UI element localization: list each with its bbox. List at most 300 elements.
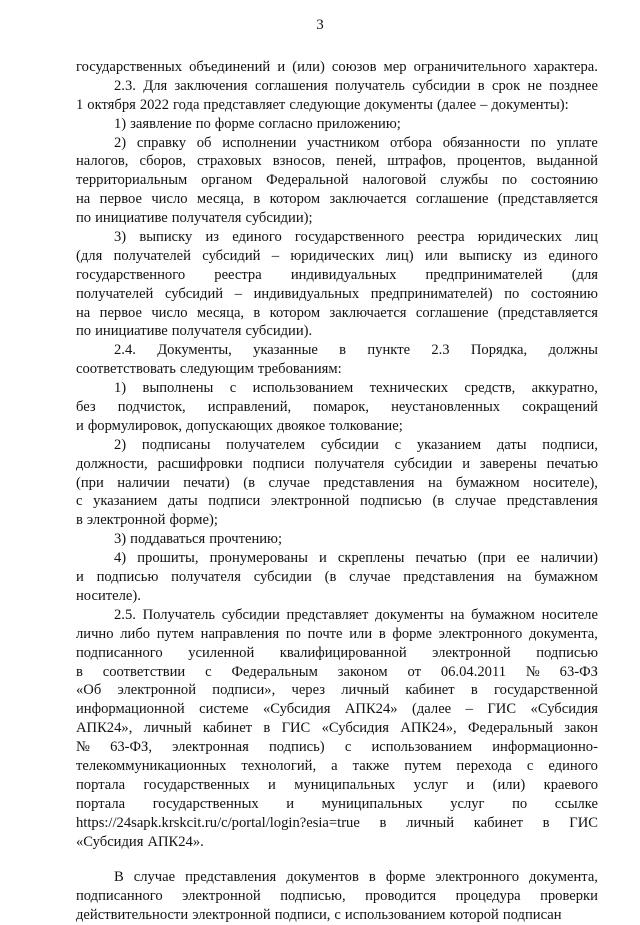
- word: должны: [548, 342, 598, 359]
- word: реестра: [214, 266, 262, 283]
- word: документы):: [491, 96, 569, 113]
- word: форме);: [169, 512, 218, 529]
- word: поддаваться: [130, 531, 206, 548]
- word: а: [331, 757, 338, 774]
- word: краевого: [543, 776, 598, 793]
- paragraph: [76, 379, 598, 436]
- word: кабинет: [473, 814, 523, 831]
- word: из: [523, 247, 538, 264]
- word: заключения: [174, 77, 248, 94]
- word: носителе: [541, 606, 598, 623]
- word: первое: [99, 304, 142, 321]
- word: форме: [214, 115, 255, 132]
- paragraph: [76, 77, 598, 115]
- word: государственного: [76, 266, 186, 283]
- word: состоянию: [530, 285, 598, 302]
- paragraph: [76, 606, 598, 852]
- text-line: [76, 868, 598, 887]
- word: и: [462, 455, 470, 472]
- word: подписью,: [280, 888, 346, 905]
- word: получателя: [171, 323, 242, 340]
- paragraph: [76, 115, 598, 134]
- word: и: [76, 417, 84, 434]
- word: характера.: [533, 59, 598, 75]
- text-line: [76, 209, 598, 228]
- word: (при: [477, 550, 506, 567]
- word: электронного: [438, 625, 523, 642]
- word: подписи: [252, 455, 305, 472]
- word: выданной: [536, 153, 598, 170]
- text-line: [76, 738, 598, 757]
- word: подписи,: [542, 436, 598, 453]
- word: по: [76, 323, 92, 340]
- word: аккуратно,: [531, 380, 598, 397]
- text-line: [76, 190, 598, 209]
- word: субсидии: [394, 455, 453, 472]
- word: и: [267, 776, 276, 793]
- word: «Субсидия: [321, 720, 390, 737]
- text-line: [76, 606, 598, 625]
- word: подписи,: [274, 907, 331, 924]
- word: представления: [403, 569, 495, 586]
- word: (в: [324, 569, 337, 586]
- word: муниципальных: [294, 776, 396, 793]
- word: подпись): [268, 739, 325, 756]
- word: единого: [548, 757, 598, 774]
- word: 63-ФЗ,: [110, 739, 153, 756]
- word: услуг: [413, 776, 448, 793]
- word: получателя: [314, 455, 385, 472]
- text-line: [76, 814, 598, 833]
- text-line: [76, 663, 598, 682]
- paragraph: [76, 868, 598, 925]
- word: неустановленных: [391, 399, 501, 416]
- paragraph: [76, 549, 598, 606]
- word: территориальным: [76, 172, 188, 189]
- word: отбора: [390, 134, 433, 151]
- text-line: [76, 644, 598, 663]
- word: получателей: [113, 247, 191, 264]
- word: подписанного: [76, 888, 163, 905]
- text-line: [76, 568, 598, 587]
- word: и: [277, 59, 286, 75]
- word: соответствии: [102, 663, 186, 680]
- word: печати): [183, 474, 230, 491]
- paragraph-gap: [76, 851, 598, 868]
- text-line: [76, 511, 598, 530]
- word: №: [525, 663, 540, 680]
- word: электронного: [435, 869, 520, 886]
- word: юридических: [290, 247, 375, 264]
- word: «Субсидия: [76, 833, 144, 850]
- word: кабинет: [202, 720, 253, 737]
- text-line: [76, 530, 598, 549]
- word: путем: [156, 625, 194, 642]
- text-line: [76, 228, 598, 247]
- word: В: [114, 869, 124, 886]
- word: (или): [292, 59, 325, 75]
- word: проводится: [365, 888, 437, 905]
- word: 3): [114, 229, 127, 246]
- word: Порядка,: [470, 342, 528, 359]
- word: –: [480, 96, 488, 113]
- text-line: [76, 341, 598, 360]
- word: в: [368, 869, 376, 886]
- word: ссылке: [554, 795, 598, 812]
- word: государственной: [493, 682, 598, 699]
- word: котором: [269, 304, 321, 321]
- word: указанием: [416, 436, 482, 453]
- word: АПК24»: [344, 701, 398, 718]
- word: субсидии: [320, 436, 379, 453]
- word: пронумерованы: [209, 550, 308, 567]
- word: 2.4.: [114, 342, 136, 359]
- word: месяца,: [196, 304, 245, 321]
- word: юридических: [477, 229, 562, 246]
- word: представления: [323, 474, 415, 491]
- word: соглашение: [415, 191, 489, 208]
- word: прочтению;: [209, 531, 283, 548]
- word: ограничительного: [413, 59, 527, 75]
- word: (в: [243, 474, 255, 491]
- text-line: [76, 833, 598, 852]
- word: должности,: [76, 455, 148, 472]
- word: и: [286, 795, 295, 812]
- word: субсидии: [412, 77, 471, 94]
- word: по: [285, 625, 301, 642]
- word: https://24sapk.krskcit.ru/c/portal/login?esia=true: [76, 814, 360, 831]
- word: лиц: [575, 229, 598, 246]
- word: АПК24».: [147, 833, 204, 850]
- word: 3): [114, 531, 127, 548]
- word: представляет: [286, 606, 369, 623]
- word: (в: [432, 493, 445, 510]
- word: 06.04.2011: [440, 663, 507, 680]
- text-line: [76, 96, 598, 115]
- word: представления: [185, 869, 277, 886]
- word: пеней,: [336, 153, 377, 170]
- word: службы: [440, 172, 489, 189]
- text-line: [76, 398, 598, 417]
- word: в: [542, 814, 550, 831]
- word: портала: [76, 795, 126, 812]
- word: в: [76, 512, 83, 529]
- word: с: [394, 436, 402, 453]
- word: Для: [143, 77, 168, 94]
- word: подписанного: [76, 644, 163, 661]
- word: личный: [341, 682, 390, 699]
- word: лично: [76, 625, 114, 642]
- word: подписью: [96, 569, 159, 586]
- word: печатью: [415, 550, 467, 567]
- word: электронной: [270, 493, 350, 510]
- word: ГИС: [281, 720, 311, 737]
- text-line: [76, 681, 598, 700]
- word: не: [527, 77, 542, 94]
- word: Получатель: [142, 606, 216, 623]
- word: субсидии: [253, 569, 312, 586]
- word: Документы,: [157, 342, 232, 359]
- word: первое: [99, 191, 142, 208]
- word: приложению;: [316, 115, 401, 132]
- word: с: [526, 757, 534, 774]
- word: заявление: [130, 115, 192, 132]
- word: путем: [404, 757, 442, 774]
- word: печатью: [546, 455, 598, 472]
- word: (далее: [436, 96, 477, 113]
- word: единого: [232, 229, 282, 246]
- word: уплате: [556, 134, 598, 151]
- word: случае: [133, 869, 176, 886]
- word: 4): [114, 550, 127, 567]
- word: субсидий: [202, 247, 261, 264]
- text-line: [76, 247, 598, 266]
- word: (при: [76, 474, 104, 491]
- word: форме: [385, 869, 426, 886]
- word: телекоммуникационных: [76, 757, 227, 774]
- word: ее: [516, 550, 530, 567]
- word: подписан: [502, 907, 562, 924]
- text-line: [76, 58, 598, 77]
- word: подчисток,: [117, 399, 186, 416]
- word: согласно: [258, 115, 313, 132]
- word: число: [151, 304, 188, 321]
- word: обязанности: [442, 134, 521, 151]
- word: документы: [375, 606, 444, 623]
- text-line: [76, 757, 598, 776]
- word: по: [195, 115, 211, 132]
- word: почте: [307, 625, 343, 642]
- word: перехода: [456, 757, 512, 774]
- word: субсидий: [164, 285, 224, 302]
- word: с: [205, 663, 212, 680]
- word: и: [319, 550, 327, 567]
- word: электронной: [182, 888, 261, 905]
- word: электронная: [172, 739, 249, 756]
- word: двоякое: [276, 417, 326, 434]
- word: скреплены: [337, 550, 405, 567]
- word: 2.3: [431, 342, 450, 359]
- word: которой: [449, 907, 499, 924]
- word: через: [291, 682, 326, 699]
- word: системе: [199, 701, 249, 718]
- word: –: [465, 701, 473, 718]
- word: Федеральный: [467, 720, 553, 737]
- word: процентов,: [457, 153, 526, 170]
- word: на: [428, 474, 443, 491]
- text-line: [76, 417, 598, 436]
- word: 1): [114, 115, 127, 132]
- word: портала: [76, 776, 126, 793]
- word: пункте: [367, 342, 411, 359]
- word: индивидуальных: [253, 285, 360, 302]
- text-line: [76, 379, 598, 398]
- word: лиц): [385, 247, 414, 264]
- word: взносов,: [272, 153, 326, 170]
- word: позднее: [549, 77, 598, 94]
- word: также: [352, 757, 390, 774]
- word: котором: [269, 191, 321, 208]
- word: направления: [200, 625, 280, 642]
- text-line: [76, 152, 598, 171]
- text-line: [76, 700, 598, 719]
- word: ГИС: [569, 814, 598, 831]
- word: субсидии);: [245, 210, 313, 227]
- word: налоговой: [362, 172, 427, 189]
- text-line: [76, 492, 598, 511]
- word: выполнены: [142, 380, 214, 397]
- word: средств,: [464, 380, 516, 397]
- word: объединений: [189, 59, 271, 75]
- word: сборов,: [139, 153, 186, 170]
- word: кабинет: [405, 682, 455, 699]
- word: закон: [564, 720, 598, 737]
- word: в: [339, 342, 347, 359]
- word: помарок,: [313, 399, 370, 416]
- text-line: [76, 776, 598, 795]
- word: квалифицированной: [279, 644, 407, 661]
- word: государственных: [152, 795, 259, 812]
- word: справку: [136, 134, 187, 151]
- text-line: [76, 360, 598, 379]
- word: проверки: [540, 888, 598, 905]
- word: бумажном: [534, 569, 598, 586]
- word: получателя: [171, 569, 241, 586]
- word: (представляется: [497, 191, 598, 208]
- word: допускающих: [186, 417, 273, 434]
- word: страховых: [196, 153, 262, 170]
- word: информационно-: [492, 739, 598, 756]
- word: из: [205, 229, 220, 246]
- word: –: [234, 285, 242, 302]
- word: следующие: [289, 96, 361, 113]
- word: исполнении: [222, 134, 297, 151]
- word: «Субсидия: [530, 701, 598, 718]
- word: или: [424, 247, 448, 264]
- text-line: [76, 115, 598, 134]
- word: с: [344, 739, 352, 756]
- text-line: [76, 474, 598, 493]
- word: документы: [364, 96, 433, 113]
- word: по: [76, 210, 92, 227]
- word: АПК24»,: [76, 720, 133, 737]
- word: использованием: [371, 739, 473, 756]
- text-line: [76, 436, 598, 455]
- word: прошиты,: [137, 550, 199, 567]
- paragraph: [76, 530, 598, 549]
- word: технологий,: [241, 757, 317, 774]
- word: срок: [492, 77, 521, 94]
- text-line: [76, 304, 598, 323]
- word: получателем: [226, 436, 305, 453]
- word: получателей: [76, 285, 154, 302]
- word: 2): [114, 134, 127, 151]
- word: 2022: [139, 96, 170, 113]
- word: на: [507, 569, 522, 586]
- paragraph: [76, 134, 598, 228]
- word: форме: [392, 625, 432, 642]
- word: законом: [337, 663, 388, 680]
- word: в: [253, 191, 261, 208]
- word: подписью: [360, 493, 422, 510]
- word: года: [173, 96, 200, 113]
- word: на: [76, 304, 91, 321]
- word: мер: [383, 59, 407, 75]
- word: личный: [406, 814, 455, 831]
- word: (далее: [412, 701, 452, 718]
- word: представления: [506, 493, 598, 510]
- text-line: [76, 549, 598, 568]
- word: заключается: [329, 304, 407, 321]
- word: получатель: [335, 77, 405, 94]
- paragraph: [76, 58, 598, 77]
- word: выписку: [459, 247, 513, 264]
- word: штрафов,: [387, 153, 447, 170]
- word: подписи»,: [212, 682, 276, 699]
- word: инициативе: [95, 210, 168, 227]
- word: и: [466, 776, 475, 793]
- word: бумажном: [455, 474, 520, 491]
- word: носителе).: [76, 587, 141, 604]
- word: документа,: [529, 869, 598, 886]
- word: услуг: [450, 795, 485, 812]
- word: подписи: [208, 493, 261, 510]
- word: представляет: [203, 96, 286, 113]
- word: число: [151, 191, 188, 208]
- word: на: [76, 191, 91, 208]
- word: формулировок,: [87, 417, 183, 434]
- word: электронной: [432, 644, 511, 661]
- word: или: [349, 625, 373, 642]
- word: «Субсидия: [262, 701, 331, 718]
- text-line: [76, 719, 598, 738]
- word: предпринимателей): [370, 285, 493, 302]
- word: участником: [307, 134, 380, 151]
- word: по: [501, 172, 518, 189]
- word: Федеральным: [231, 663, 318, 680]
- word: субсидии: [221, 606, 280, 623]
- word: 2.5.: [114, 606, 136, 623]
- word: либо: [120, 625, 151, 642]
- word: индивидуальных: [290, 266, 397, 283]
- word: с: [229, 380, 237, 397]
- word: соглашения: [255, 77, 328, 94]
- word: случае: [349, 569, 391, 586]
- word: электронной: [117, 682, 197, 699]
- text-line: [76, 134, 598, 153]
- word: об: [196, 134, 212, 151]
- word: исправлений,: [207, 399, 292, 416]
- word: расшифровки: [157, 455, 243, 472]
- paragraph: [76, 341, 598, 379]
- text-line: [76, 285, 598, 304]
- page-number: 3: [316, 17, 324, 33]
- word: (или): [492, 776, 526, 793]
- paragraph: [76, 228, 598, 341]
- word: по: [504, 285, 520, 302]
- word: на: [450, 606, 465, 623]
- word: по: [512, 795, 528, 812]
- word: выписку: [139, 229, 193, 246]
- word: следующим: [179, 361, 254, 378]
- word: государственных: [143, 776, 250, 793]
- word: с: [334, 907, 341, 924]
- word: указанием: [93, 493, 158, 510]
- word: государственных: [76, 59, 183, 75]
- word: случае: [268, 474, 310, 491]
- word: органом: [201, 172, 253, 189]
- word: предпринимателей: [425, 266, 543, 283]
